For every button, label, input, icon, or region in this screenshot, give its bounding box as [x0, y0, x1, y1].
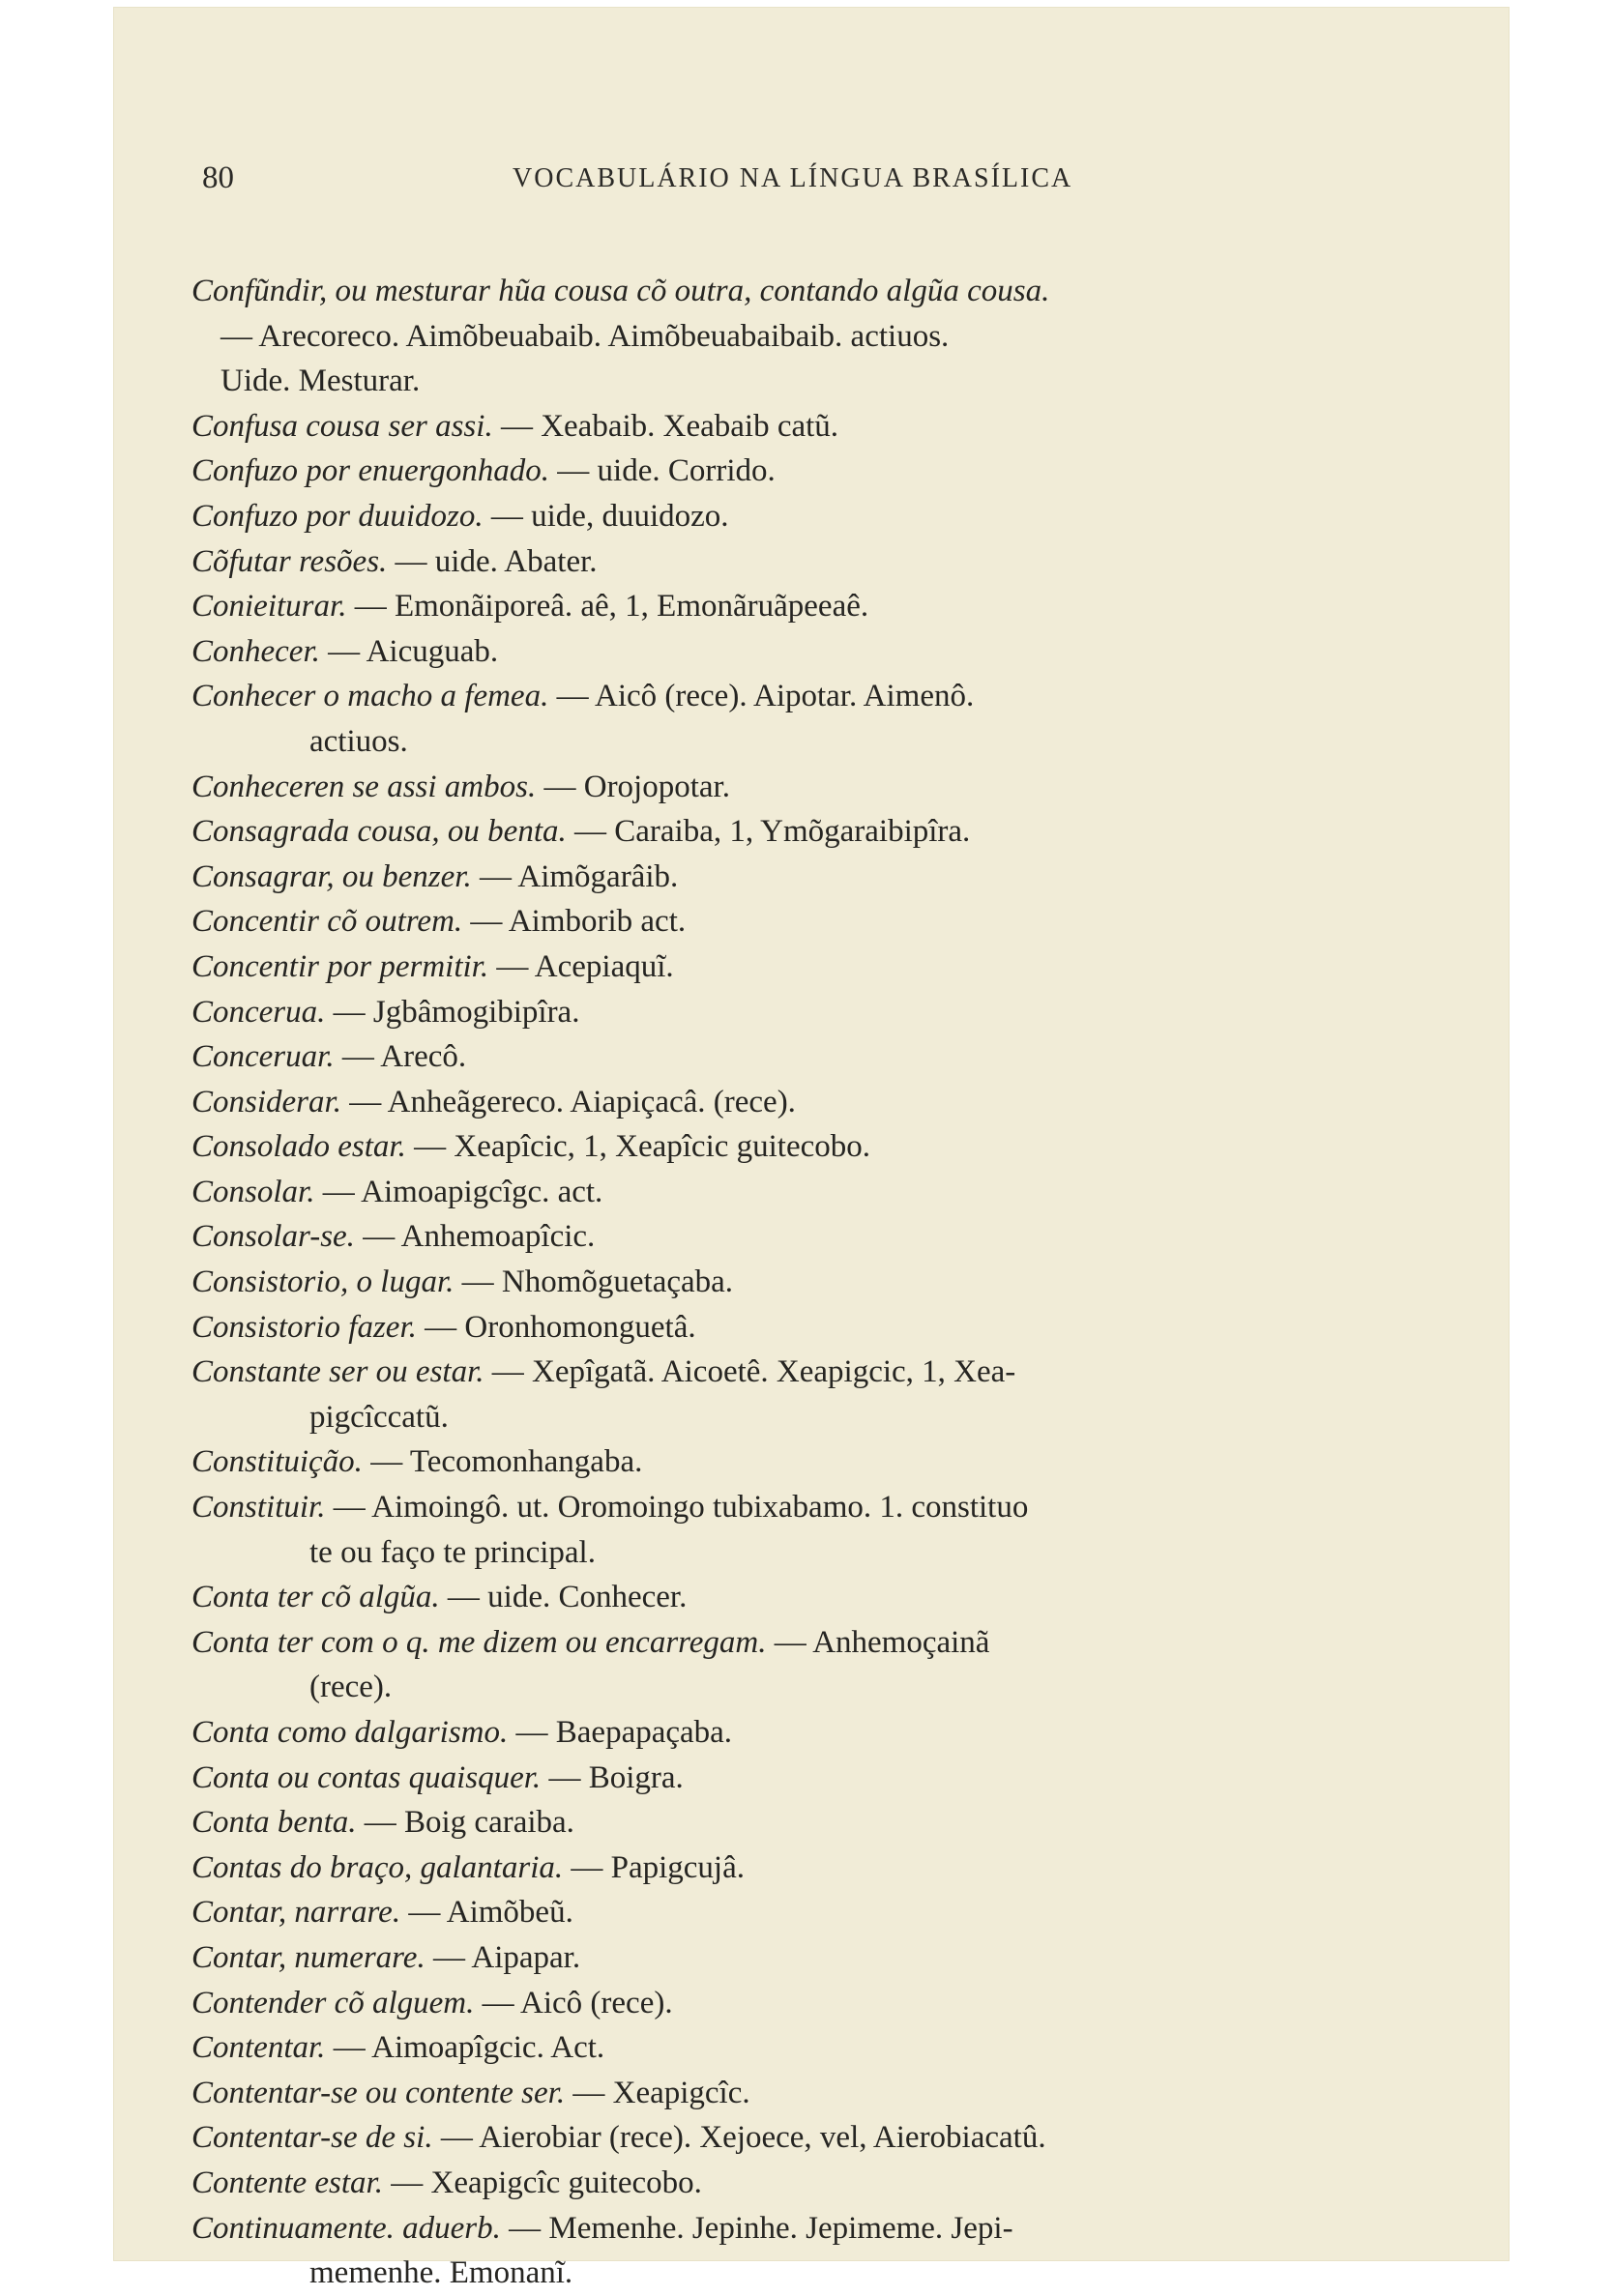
entry-gloss: — uide. Conhecer.: [447, 1580, 688, 1615]
entry-gloss: — Aimoapîgcic. Act.: [333, 2030, 605, 2066]
entry-gloss: — Xeapigcîc.: [572, 2075, 750, 2110]
entry-lemma: Conhecer.: [191, 633, 320, 669]
entry-lemma: Constituir.: [191, 1490, 326, 1526]
vocabulary-entry: [191, 1080, 1439, 1125]
vocabulary-entry: [191, 269, 1439, 404]
entry-gloss: — Xeabaib. Xeabaib catũ.: [500, 408, 839, 444]
entry-lemma: Conta benta.: [191, 1805, 357, 1841]
entry-lemma: Contar, narrare.: [191, 1895, 401, 1931]
vocabulary-entry: [191, 1439, 1439, 1485]
vocabulary-entry: [191, 1935, 1439, 1981]
vocabulary-entry: [191, 2115, 1439, 2161]
entry-gloss: — Aicô (rece). Aipotar. Aimenô.: [556, 679, 975, 714]
vocabulary-entry: [191, 1710, 1439, 1756]
entry-lemma: Conheceren se assi ambos.: [191, 769, 537, 804]
entry-gloss: — Emonãiporeâ. aê, 1, Emonãruãpeeaê.: [354, 589, 869, 625]
entry-lemma: Consagrar, ou benzer.: [191, 858, 472, 894]
vocabulary-entry: [191, 1890, 1439, 1935]
entry-gloss: — Xeapîcic, 1, Xeapîcic guitecobo.: [414, 1129, 871, 1165]
entry-gloss: — Acepiaquĩ.: [496, 948, 674, 984]
vocabulary-entry: [191, 855, 1439, 900]
entry-continuation: actiuos.: [309, 723, 408, 759]
vocabulary-entry: [191, 1034, 1439, 1080]
vocabulary-entries: [191, 269, 1439, 2296]
vocabulary-entry: [191, 1214, 1439, 1260]
entry-gloss: — Aimõbeũ.: [408, 1895, 573, 1931]
vocabulary-entry: [191, 945, 1439, 990]
entry-lemma: Consistorio fazer.: [191, 1309, 417, 1345]
entry-gloss: — Tecomonhangaba.: [370, 1444, 643, 1480]
entry-gloss: — Anhemoapîcic.: [363, 1219, 596, 1255]
entry-lemma: Constante ser ou estar.: [191, 1354, 484, 1390]
entry-gloss: — Xepîgatã. Aicoetê. Xeapigcic, 1, Xea-: [491, 1354, 1016, 1390]
entry-lemma: Conta ter cõ algũa.: [191, 1580, 440, 1615]
running-title: VOCABULÁRIO NA LÍNGUA BRASÍLICA: [513, 163, 1073, 193]
vocabulary-entry: [191, 1350, 1439, 1439]
vocabulary-entry: [191, 990, 1439, 1035]
entry-lemma: Confusa cousa ser assi.: [191, 408, 493, 444]
running-head: [114, 160, 1509, 199]
entry-gloss: — Oronhomonguetâ.: [425, 1309, 696, 1345]
vocabulary-entry: [191, 1124, 1439, 1170]
entry-gloss: — Aimborib act.: [470, 904, 687, 940]
entry-gloss: — Aimõgarâib.: [479, 858, 679, 894]
entry-gloss: — Aimoingô. ut. Oromoingo tubixabamo. 1. constituo: [333, 1490, 1029, 1526]
vocabulary-entry: [191, 449, 1439, 494]
entry-gloss: — Papigcujâ.: [571, 1849, 745, 1885]
entry-gloss: — Anheãgereco. Aiapiçacâ. (rece).: [349, 1084, 796, 1119]
entry-gloss: — Baepapaçaba.: [515, 1715, 733, 1750]
vocabulary-entry: [191, 1756, 1439, 1801]
entry-gloss: — Aicô (rece).: [482, 1985, 673, 2020]
entry-lemma: Confuzo por enuergonhado.: [191, 453, 550, 489]
entry-lemma: Consagrada cousa, ou benta.: [191, 814, 567, 850]
entry-gloss: — Aipapar.: [432, 1939, 581, 1975]
entry-lemma: Conieiturar.: [191, 589, 347, 625]
vocabulary-entry: [191, 1800, 1439, 1846]
entry-lemma: Contente estar.: [191, 2165, 383, 2200]
vocabulary-entry: [191, 404, 1439, 450]
entry-lemma: Concentir por permitir.: [191, 948, 489, 984]
entry-lemma: Contar, numerare.: [191, 1939, 425, 1975]
vocabulary-entry: [191, 629, 1439, 675]
vocabulary-entry: [191, 2206, 1439, 2296]
vocabulary-entry: [191, 1981, 1439, 2026]
entry-gloss: — Orojopotar.: [543, 769, 730, 804]
entry-lemma: Conta ter com o q. me dizem ou encarregam.: [191, 1624, 767, 1660]
book-page: [114, 8, 1509, 2291]
entry-gloss: — uide. Corrido.: [557, 453, 776, 489]
entry-gloss: — Xeapigcîc guitecobo.: [391, 2165, 702, 2200]
entry-lemma: Contender cõ alguem.: [191, 1985, 475, 2020]
entry-gloss: — Arecô.: [341, 1039, 467, 1075]
vocabulary-entry: [191, 494, 1439, 539]
entry-gloss: — Aimoapigcîgc. act.: [322, 1174, 603, 1209]
vocabulary-entry: [191, 765, 1439, 810]
entry-gloss: — uide, duuidozo.: [490, 498, 729, 534]
entry-continuation: memenhe. Emonanĩ.: [309, 2255, 573, 2291]
vocabulary-entry: [191, 1305, 1439, 1351]
entry-lemma: Contentar-se ou contente ser.: [191, 2075, 566, 2110]
entry-continuation: te ou faço te principal.: [309, 1534, 596, 1570]
entry-gloss: — Aierobiar (rece). Xejoece, vel, Aierobiacatû.: [440, 2120, 1046, 2156]
entry-continuation: pigcîccatũ.: [309, 1399, 449, 1435]
entry-gloss: — Anhemoçainã: [774, 1624, 990, 1660]
entry-lemma: Conta como dalgarismo.: [191, 1715, 509, 1750]
entry-lemma: Conhecer o macho a femea.: [191, 679, 549, 714]
vocabulary-entry: [191, 1620, 1439, 1710]
entry-lemma: Confuzo por duuidozo.: [191, 498, 484, 534]
entry-lemma: Conta ou contas quaisquer.: [191, 1759, 542, 1795]
vocabulary-entry: [191, 584, 1439, 629]
entry-lemma: Continuamente. aduerb.: [191, 2210, 501, 2246]
entry-lemma: Consolar-se.: [191, 1219, 355, 1255]
entry-gloss: — uide. Abater.: [395, 543, 598, 579]
vocabulary-entry: [191, 1575, 1439, 1620]
entry-lemma: Constituição.: [191, 1444, 363, 1480]
vocabulary-entry: [191, 1170, 1439, 1215]
vocabulary-entry: [191, 2025, 1439, 2071]
entry-lemma: Concentir cõ outrem.: [191, 904, 463, 940]
vocabulary-entry: [191, 539, 1439, 585]
entry-lemma: Contas do braço, galantaria.: [191, 1849, 564, 1885]
entry-lemma: Consistorio, o lugar.: [191, 1264, 455, 1300]
page-number: 80: [202, 160, 234, 195]
entry-lemma: Consolado estar.: [191, 1129, 406, 1165]
vocabulary-entry: [191, 1260, 1439, 1305]
entry-lemma: Conceruar.: [191, 1039, 335, 1075]
vocabulary-entry: [191, 809, 1439, 855]
entry-continuation: — Arecoreco. Aimõbeuabaib. Aimõbeuabaibaib. actiuos.: [220, 318, 950, 354]
entry-lemma: Concerua.: [191, 994, 326, 1030]
vocabulary-entry: [191, 2071, 1439, 2116]
vocabulary-entry: [191, 1846, 1439, 1891]
entry-gloss: — Boig caraiba.: [364, 1805, 574, 1841]
entry-lemma: Confũndir, ou mesturar hũa cousa cõ outra, contando algũa cousa.: [191, 274, 1050, 308]
entry-lemma: Contentar-se de si.: [191, 2120, 433, 2156]
vocabulary-entry: [191, 1485, 1439, 1575]
entry-lemma: Consolar.: [191, 1174, 315, 1209]
vocabulary-entry: [191, 899, 1439, 945]
entry-gloss: — Caraiba, 1, Ymõgaraibipîra.: [574, 814, 971, 850]
entry-gloss: — Aicuguab.: [328, 633, 499, 669]
entry-continuation: (rece).: [309, 1670, 393, 1705]
entry-gloss: — Nhomõguetaçaba.: [461, 1264, 734, 1300]
entry-lemma: Contentar.: [191, 2030, 326, 2066]
entry-continuation: Uide. Mesturar.: [220, 363, 421, 399]
entry-gloss: — Memenhe. Jepinhe. Jepimeme. Jepi-: [509, 2210, 1013, 2246]
vocabulary-entry: [191, 2161, 1439, 2206]
entry-lemma: Cõfutar resões.: [191, 543, 388, 579]
entry-gloss: — Jgbâmogibipîra.: [333, 994, 580, 1030]
vocabulary-entry: [191, 674, 1439, 764]
entry-gloss: — Boigra.: [548, 1759, 684, 1795]
entry-lemma: Considerar.: [191, 1084, 341, 1119]
